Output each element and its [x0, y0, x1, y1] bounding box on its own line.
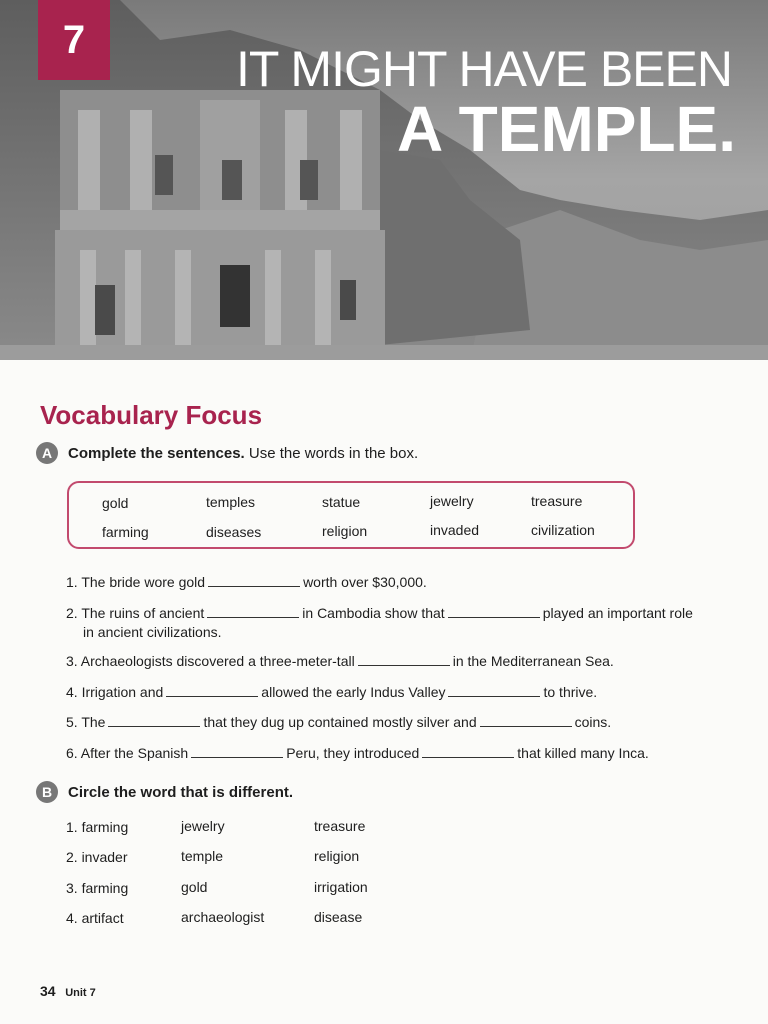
sentence-text: 5. The: [66, 714, 106, 730]
sentence-text: 1. The bride wore gold: [66, 574, 206, 590]
unit-label: Unit 7: [65, 987, 96, 999]
sentence-text: 2. The ruins of ancient: [66, 605, 205, 621]
answer-blank[interactable]: [191, 745, 283, 758]
choice-word[interactable]: disease: [314, 909, 363, 925]
word-box-item: diseases: [206, 524, 262, 540]
sentence-4: [66, 683, 746, 702]
choice-word[interactable]: temple: [181, 848, 224, 864]
sentence-text: 4. Irrigation and: [66, 684, 164, 700]
word-box-item: temples: [206, 494, 256, 510]
part-a-instruction: [36, 442, 418, 464]
sentence-text: 3. Archaeologists discovered a three-meter-tall: [66, 653, 355, 669]
sentence-text: worth over $30,000.: [303, 574, 427, 590]
hero-photo: [0, 0, 768, 360]
section-title: Vocabulary Focus: [40, 400, 263, 430]
word-box-item: treasure: [531, 493, 583, 509]
row-label: 3. farming: [66, 880, 129, 896]
answer-blank[interactable]: [207, 605, 299, 618]
choice-word[interactable]: irrigation: [314, 879, 368, 895]
answer-blank[interactable]: [208, 574, 300, 587]
word-box-item: civilization: [531, 522, 595, 538]
choice-word[interactable]: treasure: [314, 818, 366, 834]
sentence-text: in Cambodia show that: [302, 605, 445, 621]
sentence-text: coins.: [574, 714, 612, 730]
unit-number-badge: 7: [38, 0, 110, 80]
answer-blank[interactable]: [422, 745, 514, 758]
sentence-text: played an important role: [542, 605, 693, 621]
sentence-5: [66, 713, 746, 732]
answer-blank[interactable]: [108, 714, 200, 727]
instruction-rest: Use the words in the box.: [248, 444, 419, 462]
sentence-text: to thrive.: [543, 684, 598, 700]
sentence-text: allowed the early Indus Valley: [261, 684, 446, 700]
title-line-1: IT MIGHT HAVE BEEN: [236, 41, 732, 97]
row-label: 2. invader: [66, 849, 128, 865]
choice-word[interactable]: jewelry: [181, 818, 225, 834]
sentence-1: [66, 573, 746, 592]
page-number: 34: [40, 983, 56, 999]
sentence-2: [66, 604, 746, 642]
word-box-item: invaded: [430, 522, 480, 538]
instruction-bold: Complete the sentences.: [68, 444, 245, 462]
word-box-item: gold: [102, 495, 129, 511]
word-box-item: farming: [102, 524, 149, 540]
choice-word[interactable]: archaeologist: [181, 909, 265, 925]
part-b-instruction: [36, 781, 293, 803]
sentence-text: 6. After the Spanish: [66, 745, 189, 761]
part-b-badge: B: [36, 781, 58, 803]
page-footer: [40, 983, 96, 999]
sentence-text: that they dug up contained mostly silver and: [203, 714, 477, 730]
word-box-item: religion: [322, 523, 368, 539]
sentence-text: in the Mediterranean Sea.: [452, 653, 614, 669]
answer-blank[interactable]: [448, 605, 540, 618]
word-box-item: jewelry: [430, 493, 474, 509]
choice-word[interactable]: gold: [181, 879, 208, 895]
sentence-text: that killed many Inca.: [517, 745, 649, 761]
choice-word[interactable]: religion: [314, 848, 360, 864]
part-a-badge: A: [36, 442, 58, 464]
answer-blank[interactable]: [448, 684, 540, 697]
sentence-text: Peru, they introduced: [286, 745, 420, 761]
instruction-bold: Circle the word that is different.: [68, 783, 294, 801]
sentence-continuation: in ancient civilizations.: [83, 624, 222, 640]
sentence-6: [66, 744, 746, 763]
answer-blank[interactable]: [358, 653, 450, 666]
answer-blank[interactable]: [480, 714, 572, 727]
row-label: 4. artifact: [66, 910, 124, 926]
title-line-2: A TEMPLE.: [397, 93, 736, 165]
row-label: 1. farming: [66, 819, 129, 835]
answer-blank[interactable]: [166, 684, 258, 697]
sentence-3: [66, 652, 746, 671]
word-box-item: statue: [322, 494, 361, 510]
